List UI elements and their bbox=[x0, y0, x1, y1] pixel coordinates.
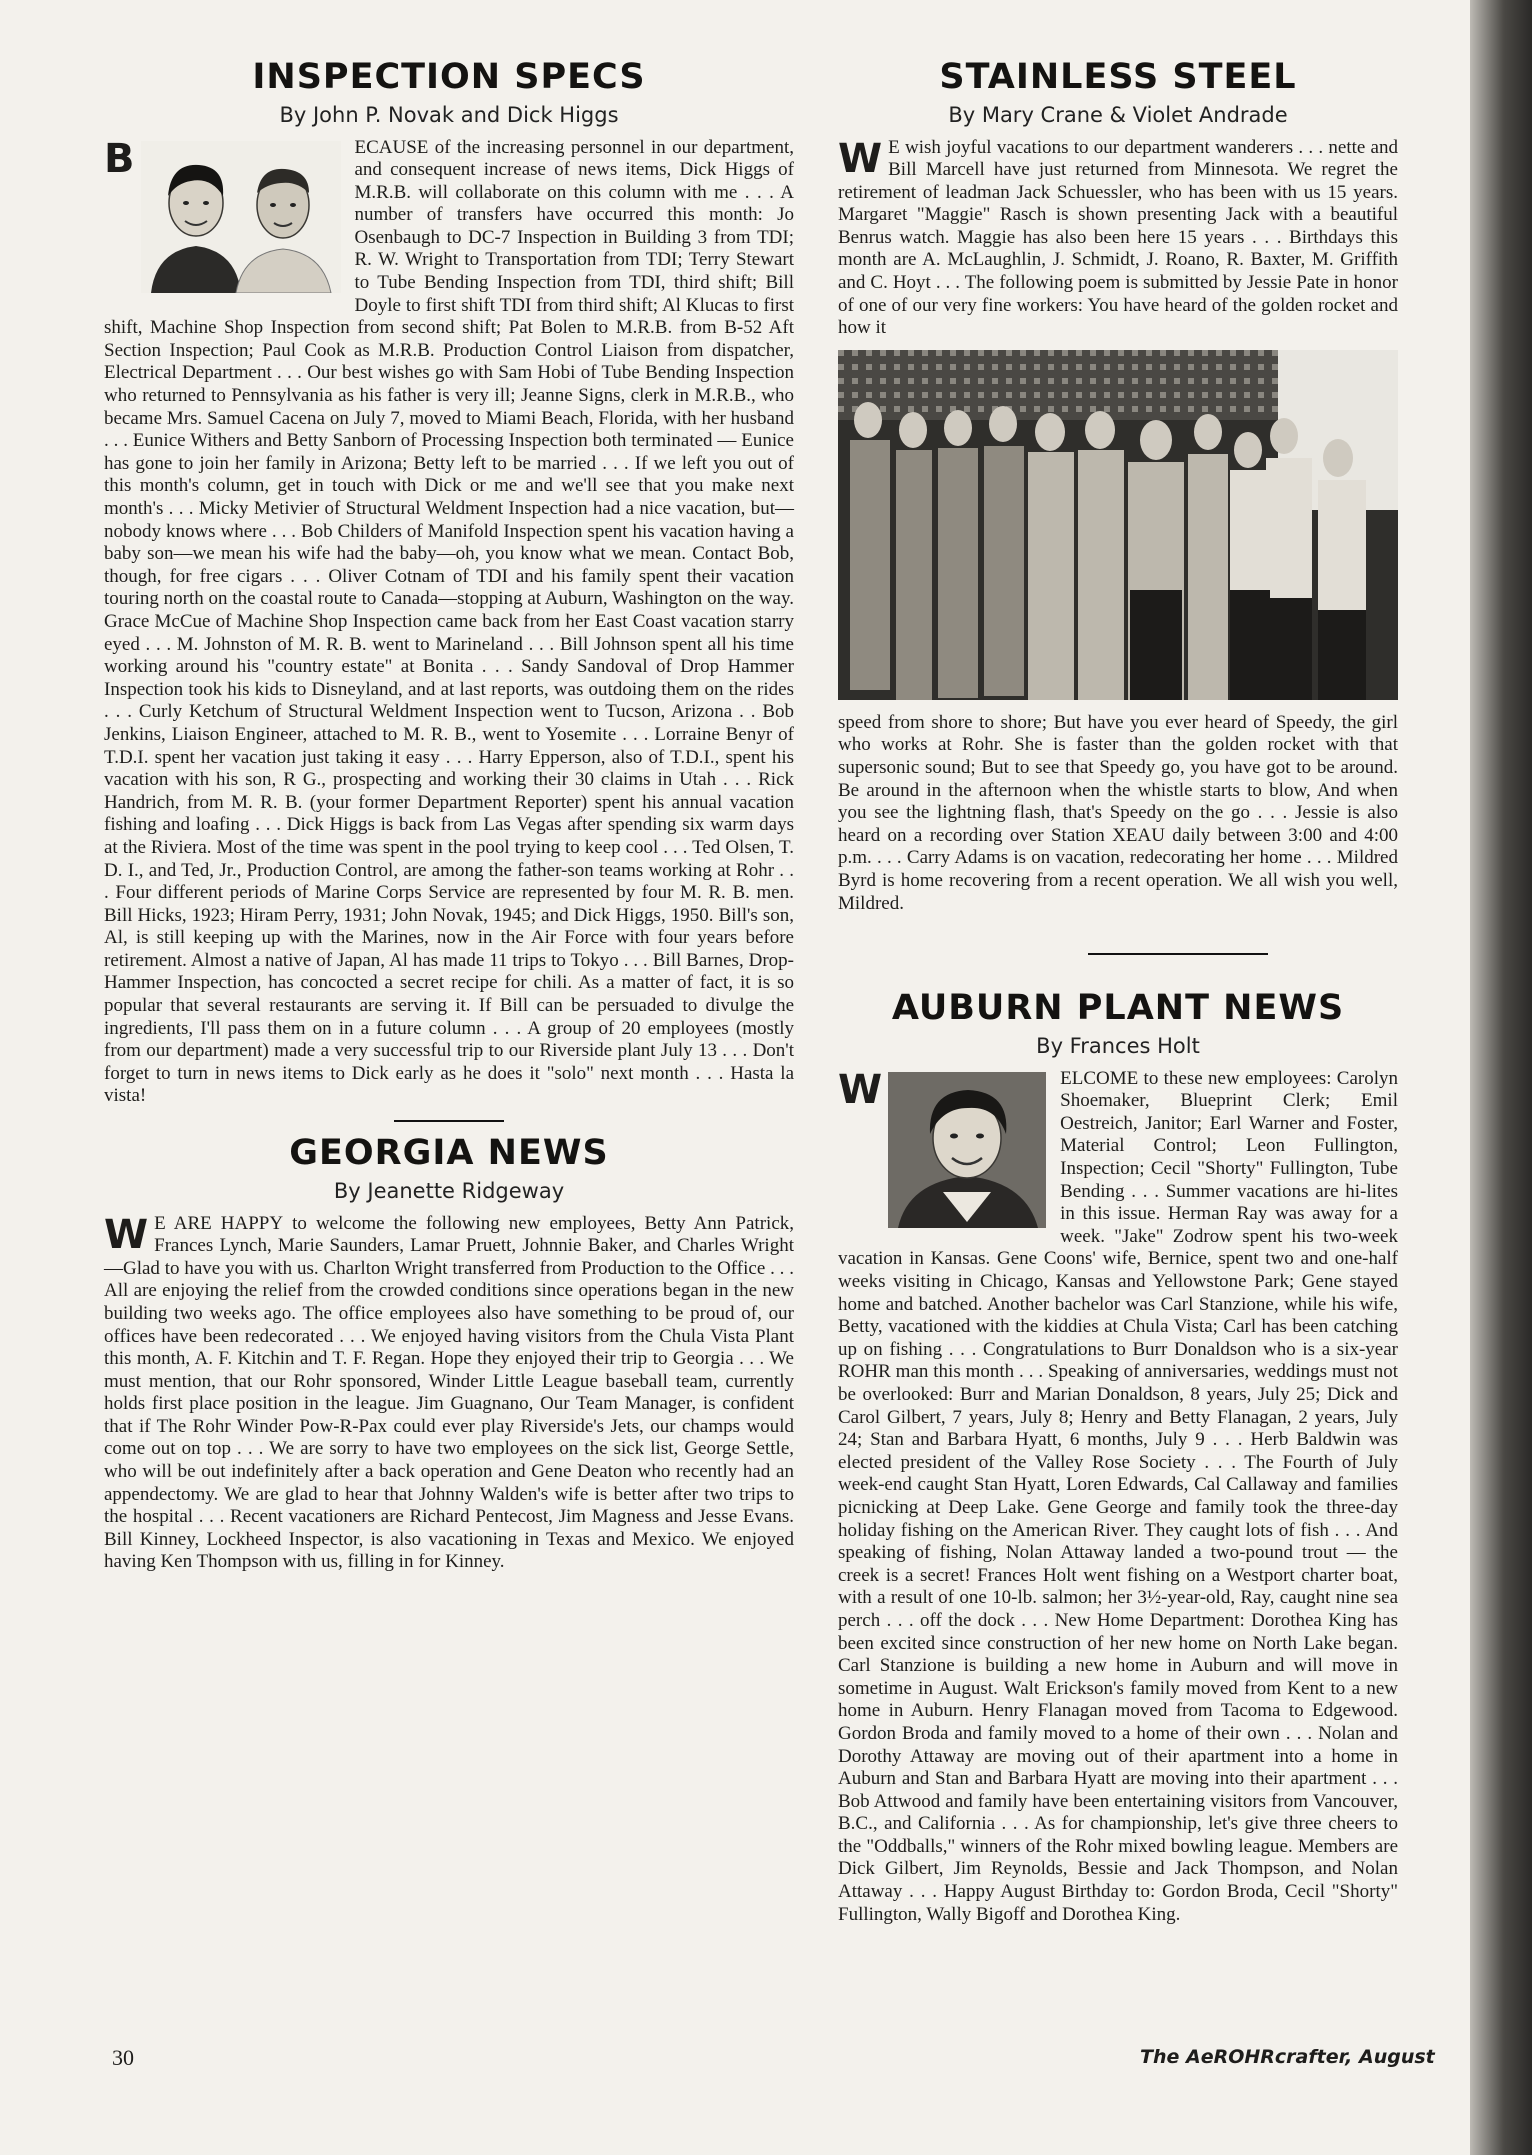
author-portrait-photo bbox=[888, 1072, 1046, 1228]
article-text: wish joyful vacations to our department wanderers . . . nette and Bill Marcell have just returned from Minnesota. We regret the retirement of leadman Jack Schuessler, who has been with us 15 years. Margaret "Maggie" Rasch is shown presenting Jack with a beautiful Benrus watch. Maggie has also been here 15 years . . . Birthdays this month are A. McLaughlin, J. Schmidt, J. Roano, R. Baxter, M. Griffith and C. Hoyt . . . The following poem is submitted by Jessie Pate in honor of one of our very fine workers: You have heard of the golden rocket and how it bbox=[838, 136, 1398, 339]
running-title: The AeROHRcrafter, August bbox=[1140, 2046, 1435, 2068]
right-column bbox=[838, 58, 1398, 1926]
drop-cap: W bbox=[104, 1211, 149, 1258]
article-byline: By Jeanette Ridgeway bbox=[333, 1178, 565, 1203]
lead-in: ELCOME bbox=[1060, 1067, 1139, 1089]
page-number: 30 bbox=[112, 2045, 134, 2070]
lead-in: ECAUSE bbox=[354, 136, 429, 158]
lead-in: E bbox=[888, 136, 900, 158]
lead-in: E ARE HAPPY bbox=[154, 1212, 284, 1234]
section-divider bbox=[1088, 953, 1268, 955]
drop-cap: B bbox=[104, 135, 135, 182]
drop-cap: W bbox=[838, 1066, 883, 1113]
article-title: INSPECTION SPECS bbox=[252, 57, 646, 97]
section-divider bbox=[394, 1120, 504, 1122]
drop-cap: W bbox=[838, 135, 883, 182]
article-body bbox=[104, 1213, 794, 1575]
georgia-news-article bbox=[104, 1134, 794, 1574]
article-body bbox=[838, 1068, 1398, 1927]
article-byline: By Frances Holt bbox=[1036, 1033, 1200, 1058]
article-text: to these new employees: Carolyn Shoemaker, Blueprint Clerk; Emil Oestreich, Janitor; Earl Warner and Foster, Material Control; Leon Fullington, Inspection; Cecil "Shorty" Fullington, Tube Bending . . . Summer vacations are hi-lites in this issue. Herman Ray was away for a week. "Jake" Zodrow spent his two-week vacation in Kansas. Gene Coons' wife, Bernice, spent two and one-half weeks visiting in Chicago, Kansas and Yellowstone Park; Gene stayed home and batched. Another bachelor was Carl Stanzione, while his wife, Betty, vacationed with the kiddies at Chula Vista; Carl has been catching up on fishing . . . Congratulations to Burr Donaldson who is a six-year ROHR man this month . . . Speaking of anniversaries, weddings must not be overlooked: Burr and Marian Donaldson, 8 years, July 25; Dick and Carol Gilbert, 7 years, July 8; Henry and Betty Flanagan, 2 years, July 24; Stan and Barbara Hyatt, 6 months, July 9 . . . Herb Baldwin was elected president of the Valley Rose Society . . . The Fourth of July week-end caught Stan Hyatt, Loren Edwards, Cal Callaway and families picnicking at Deep Lake. Gene George and family took the three-day holiday fishing on the American River. They caught lots of fish . . . And speaking of fishing, Nolan Attaway landed a two-pound trout — the creek is a secret! Frances Holt went fishing on a Westport charter boat, with a result of one 10-lb. salmon; her 3½-year-old, Ray, caught nine sea perch . . . off the dock . . . New Home Department: Dorothea King has been excited since construction of her new home on North Lake began. Carl Stanzione is building a new home in Auburn and will move in sometime in August. Walt Erickson's family moved from Kent to a new home in Auburn. Henry Flanagan moved from Tacoma to Edgewood. Gordon Broda and family moved to a home of their own . . . Nolan and Dorothy Attaway are moving out of their apartment into a home in Auburn and Stan and Barbara Hyatt are moving into their apartment . . . Bob Attwood and family have been entertaining visitors from Vancouver, B.C., and California . . . As for championship, let's give three cheers to the "Oddballs," winners of the Rohr mixed bowling league. Members are Dick Gilbert, Jim Reynolds, Bessie and Jack Thompson, and Nolan Attaway . . . Happy August Birthday to: Gordon Broda, Cecil "Shorty" Fullington, Wally Bigoff and Dorothea King. bbox=[838, 1067, 1398, 1925]
article-body bbox=[104, 137, 794, 1109]
woman-portrait-image bbox=[888, 1072, 1046, 1228]
two-men-portrait-image bbox=[141, 141, 341, 293]
employee-group-photo-image bbox=[838, 350, 1398, 700]
group-photo bbox=[838, 350, 1398, 700]
article-title: GEORGIA NEWS bbox=[289, 1133, 609, 1174]
article-text-continued: speed from shore to shore; But have you ever heard of Speedy, the girl who works at Rohr. She is faster than the golden rocket with that supersonic sound; But to see that Speedy go, you have got to be around. Be around in the afternoon when the whistle starts to blow, And when you see the lightning flash, that's Speedy on the go . . . Jessie is also heard on a recording over Station XEAU daily between 3:00 and 4:00 p.m. . . . Carry Adams is on vacation, redecorating her home . . . Mildred Byrd is home recovering from a recent operation. We all wish you well, Mildred. bbox=[838, 711, 1398, 914]
article-title: STAINLESS STEEL bbox=[939, 57, 1297, 97]
stainless-steel-article bbox=[838, 58, 1398, 915]
left-column bbox=[104, 58, 794, 1574]
binding-shadow bbox=[1470, 0, 1532, 2155]
auburn-plant-news-article bbox=[838, 989, 1398, 1926]
article-title: AUBURN PLANT NEWS bbox=[891, 988, 1345, 1029]
author-portraits-photo bbox=[141, 141, 341, 293]
article-body bbox=[838, 137, 1398, 340]
article-byline: By John P. Novak and Dick Higgs bbox=[279, 102, 619, 127]
article-byline: By Mary Crane & Violet Andrade bbox=[948, 102, 1288, 127]
article-text: to welcome the following new employees, Betty Ann Patrick, Frances Lynch, Marie Saunders, Lamar Pruett, Johnnie Baker, and Charles Wright—Glad to have you with us. Charlton Wright transferred from Production to the Office . . . All are enjoying the relief from the crowded conditions since operations began in the new building two weeks ago. The office employees also have something to be proud of, our offices have been redecorated . . . We enjoyed having visitors from the Chula Vista Plant this month, A. F. Kitchin and T. F. Regan. Hope they enjoyed their trip to Georgia . . . We must mention, that our Rohr sponsored, Winder Little League baseball team, currently holds first place position in the league. Jim Guagnano, Our Team Manager, is confident that if The Rohr Winder Pow-R-Pax could ever play Riverside's Jets, our champs would come out on top . . . We are sorry to have two employees on the sick list, George Settle, who will be out indefinitely after a back operation and Gene Deaton who recently had an appendectomy. We are glad to hear that Johnny Walden's wife is better after two trips to the hospital . . . Recent vacationers are Richard Pentecost, Jim Magness and Jesse Evans. Bill Kinney, Lockheed Inspector, is also vacationing in Texas and Mexico. We enjoyed having Ken Thompson with us, filling in for Kinney. bbox=[104, 1212, 795, 1573]
article-text: of the increasing personnel in our department, and consequent increase of news items, Dick Higgs of M.R.B. will collaborate on this column with me . . . A number of transfers have occurred this month: Jo Osenbaugh to DC-7 Inspection in Building 3 from TDI; R. W. Wright to Transportation from TDI; Terry Stewart to Tube Bending Inspection from TDI, third shift; Bill Doyle to first shift TDI from third shift; Al Klucas to first shift, Machine Shop Inspection from second shift; Pat Bolen to M.R.B. from B-52 Aft Section Inspection; Paul Cook as M.R.B. Production Control Liaison from dispatcher, Electrical Department . . . Our best wishes go with Sam Hobi of Tube Bending Inspection who returned to Pennsylvania as his father is very ill; Jeanne Signs, clerk in M.R.B., who became Mrs. Samuel Cacena on July 7, moved to Miami Beach, Florida, with her husband . . . Eunice Withers and Betty Sanborn of Processing Inspection both terminated — Eunice has gone to join her family in Arizona; Betty left to be married . . . If we left you out of this month's column, get in touch with Dick or me and we'll see that you make next month's . . . Micky Metivier of Structural Weldment Inspection had a nice vacation, but—nobody knows where . . . Bob Childers of Manifold Inspection spent his vacation having a baby son—we mean his wife had the baby—oh, you know what we mean. Contact Bob, though, for free cigars . . . Oliver Cotnam of TDI and his family spent their vacation touring north on the coastal route to Canada—stopping at Auburn, Washington on the way. Grace McCue of Machine Shop Inspection came back from her East Coast vacation starry eyed . . . M. Johnston of M. R. B. went to Marineland . . . Bill Johnson spent all his time working around his "country estate" at Bonita . . . Sandy Sandoval of Drop Hammer Inspection took his kids to Disneyland, and at last reports, was outdoing them on the rides . . . Curly Ketchum of Structural Weldment Inspection went to Tucson, Arizona . . Bob Jenkins, Liaison Engineer, attached to M. R. B., went to Yosemite . . . Lorraine Benyr of T.D.I. spent her vacation just taking it easy . . . Harry Epperson, also of T.D.I., spent his vacation with his son, R G., prospecting and working their 30 claims in Utah . . . Rick Handrich, from M. R. B. (your former Department Reporter) spent his annual vacation fishing and loafing . . . Dick Higgs is back from Las Vegas after spending six warm days at the Riviera. Most of the time was spent in the pool trying to keep cool . . . Ted Olsen, T. D. I., and Ted, Jr., Production Control, are among the father-son teams working at Rohr . . . Four different periods of Marine Corps Service are represented by four M. R. B. men. Bill Hicks, 1923; Hiram Perry, 1931; John Novak, 1945; and Dick Higgs, 1950. Bill's son, Al, is still keeping up with the Marines, now in the Air Force with four years before retirement. Almost a native of Japan, Al has made 11 trips to Tokyo . . . Bill Barnes, Drop-Hammer Inspection, has concocted a secret recipe for chili. As a matter of fact, it is so popular that several restaurants are serving it. If Bill can be persuaded to divulge the ingredients, I'll pass them on in a future column . . . A group of 20 employees (mostly from our department) made a very successful trip to our Riverside plant July 13 . . . Don't forget to turn in news items to Dick early as he does it "solo" next month . . . Hasta la vista! bbox=[104, 136, 794, 1107]
inspection-specs-article bbox=[104, 58, 794, 1108]
